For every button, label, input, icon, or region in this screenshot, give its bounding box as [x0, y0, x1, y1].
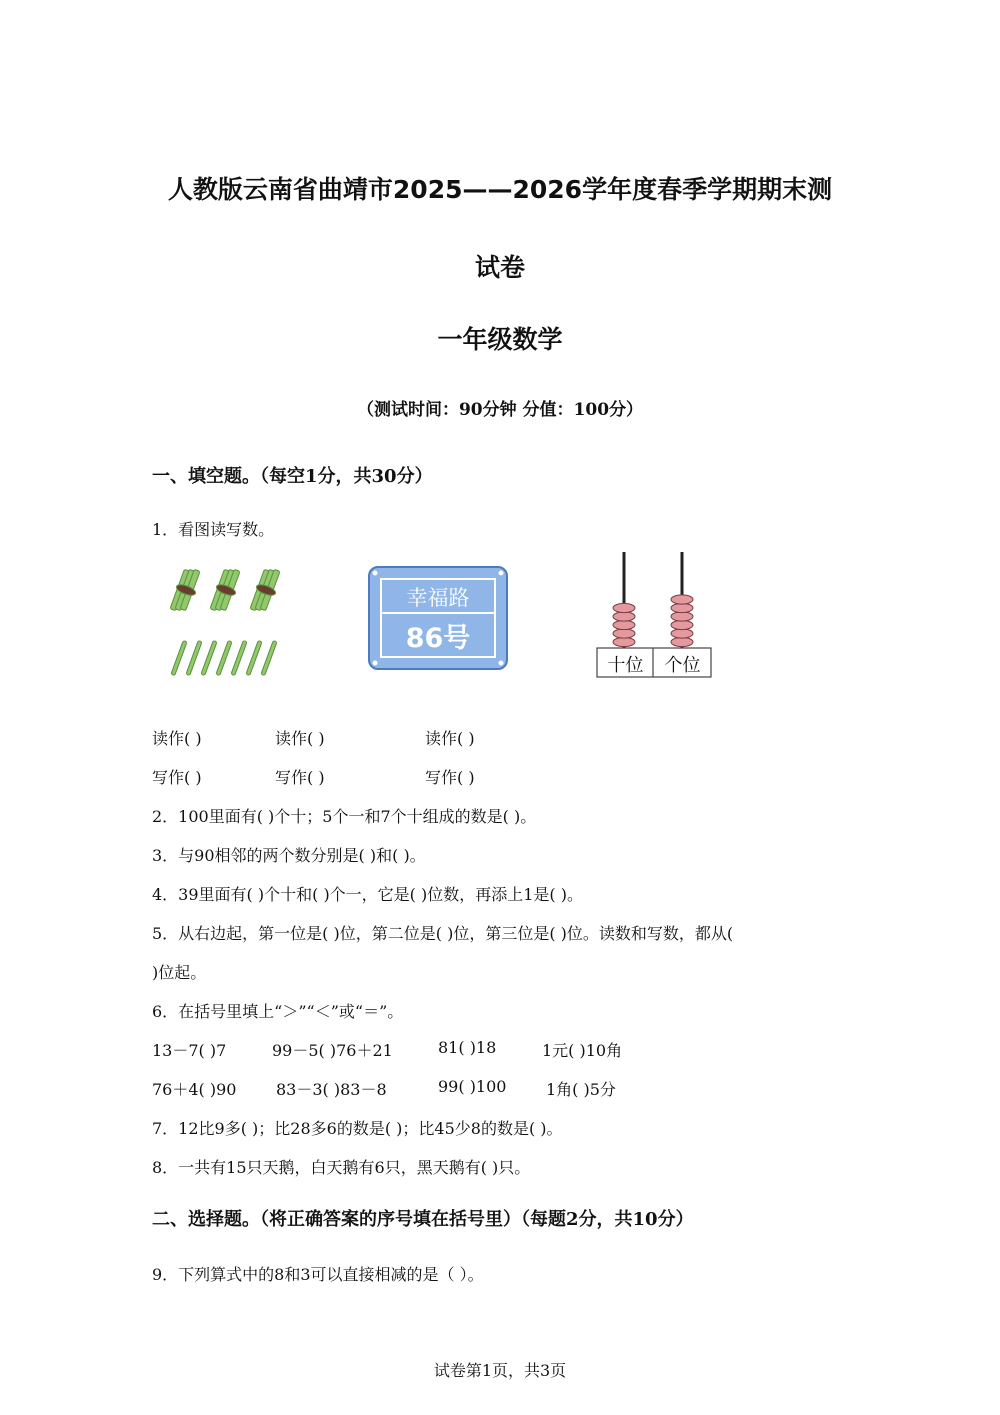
abacus-bead	[671, 629, 693, 638]
abacus-bead	[671, 603, 693, 612]
compare-item[interactable]: 76＋4( )90	[152, 1080, 237, 1099]
page-footer: 试卷第1页，共3页	[433, 1361, 567, 1380]
question-7: 7．12比9多( )；比28多6的数是( )；比45少8的数是( )。	[152, 1119, 563, 1138]
compare-item[interactable]: 99－5( )76＋21	[272, 1041, 393, 1060]
abacus-bead	[613, 629, 635, 638]
read-answer-2[interactable]: 读作( )	[275, 729, 325, 748]
compare-item[interactable]: 1元( )10角	[542, 1041, 623, 1060]
read-answer-1[interactable]: 读作( )	[152, 729, 202, 748]
exam-info: （测试时间：90分钟 分值：100分）	[356, 400, 644, 420]
question-1: 1．看图读写数。	[152, 520, 275, 539]
sticks-bundle-image	[165, 565, 295, 680]
stick-bundle-3	[250, 569, 280, 611]
question-5-line1: 5．从右边起，第一位是( )位，第二位是( )位，第三位是( )位。读数和写数，都从(	[152, 924, 734, 943]
tens-beads	[613, 603, 635, 646]
section-1-heading: 一、填空题。（每空1分，共30分）	[152, 466, 433, 487]
page-title-line2: 试卷	[474, 253, 525, 282]
abacus-bead	[671, 595, 693, 604]
sign-street-name: 幸福路	[406, 586, 470, 610]
abacus-bead	[613, 620, 635, 629]
question-9: 9．下列算式中的8和3可以直接相减的是（ ）。	[152, 1265, 484, 1284]
abacus-bead	[613, 637, 635, 646]
page-title-line1: 人教版云南省曲靖市2025——2026学年度春季学期期末测	[167, 175, 833, 204]
write-answer-2[interactable]: 写作( )	[275, 768, 325, 787]
abacus-bead	[671, 620, 693, 629]
stick-bundle-1	[170, 569, 200, 611]
section-2-heading: 二、选择题。（将正确答案的序号填在括号里）（每题2分，共10分）	[152, 1209, 694, 1230]
subject-title: 一年级数学	[437, 325, 563, 354]
compare-item[interactable]: 13－7( )7	[152, 1041, 227, 1060]
stick-bundle-2	[210, 569, 240, 611]
compare-item[interactable]: 99( )100	[438, 1077, 507, 1096]
read-answer-3[interactable]: 读作( )	[425, 729, 475, 748]
compare-item[interactable]: 81( )18	[438, 1038, 497, 1057]
abacus-tens-label: 十位	[607, 655, 644, 676]
write-answer-3[interactable]: 写作( )	[425, 768, 475, 787]
abacus-bead	[671, 637, 693, 646]
question-5-line2: )位起。	[152, 963, 207, 982]
question-3: 3．与90相邻的两个数分别是( )和( )。	[152, 846, 426, 865]
single-sticks	[171, 640, 277, 675]
sign-house-number: 86号	[405, 623, 471, 654]
ones-beads	[671, 595, 693, 647]
abacus-bead	[671, 612, 693, 621]
question-2: 2．100里面有( )个十；5个一和7个十组成的数是( )。	[152, 807, 537, 826]
question-6: 6．在括号里填上“＞”“＜”或“＝”。	[152, 1002, 404, 1021]
compare-item[interactable]: 83－3( )83－8	[276, 1080, 387, 1099]
write-answer-1[interactable]: 写作( )	[152, 768, 202, 787]
question-8: 8．一共有15只天鹅，白天鹅有6只，黑天鹅有( )只。	[152, 1158, 531, 1177]
abacus-bead	[613, 612, 635, 621]
abacus-ones-label: 个位	[664, 655, 701, 676]
compare-item[interactable]: 1角( )5分	[546, 1080, 616, 1099]
question-4: 4．39里面有( )个十和( )个一，它是( )位数，再添上1是( )。	[152, 885, 584, 904]
abacus-bead	[613, 603, 635, 612]
